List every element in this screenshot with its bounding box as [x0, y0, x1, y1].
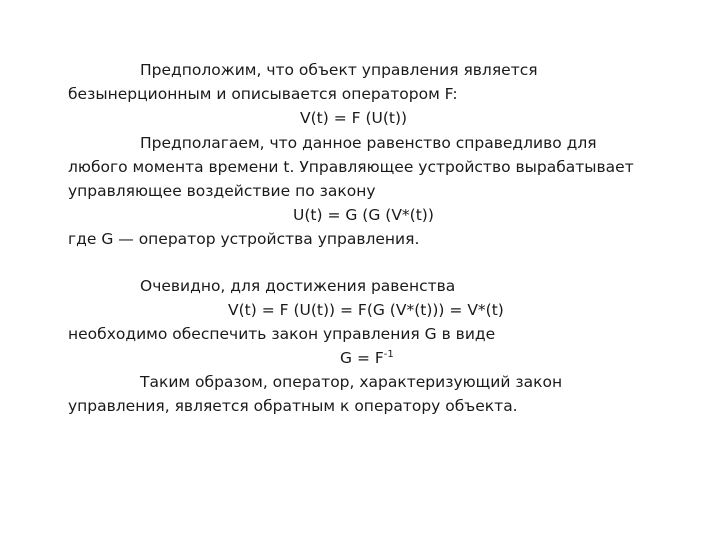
- paragraph-3-line-1: Очевидно, для достижения равенства: [140, 276, 456, 295]
- paragraph-2-line-2: любого момента времени t. Управляющее устройство вырабатывает: [68, 157, 634, 176]
- paragraph-2-line-1: Предполагаем, что данное равенство справедливо для: [140, 133, 597, 152]
- equation-v-equals-f-u: V(t) = F (U(t)): [300, 109, 408, 128]
- paragraph-2-line-4: где G — оператор устройства управления.: [68, 230, 420, 249]
- equation-chain: V(t) = F (U(t)) = F(G (V*(t))) = V*(t): [228, 300, 504, 319]
- paragraph-1-line-2: безынерционным и описывается оператором F:: [68, 85, 458, 104]
- text-block: [68, 58, 668, 419]
- equation-g-inverse: [68, 346, 668, 370]
- paragraph-3-line-2: необходимо обеспечить закон управления G в виде: [68, 324, 496, 343]
- paragraph-4-line-2: управления, является обратным к оператору объекта.: [68, 397, 518, 416]
- paragraph-spacer: [68, 252, 668, 274]
- paragraph-4-line-1: Таким образом, оператор, характеризующий закон: [140, 373, 563, 392]
- paragraph-2-line-3: управляющее воздействие по закону: [68, 181, 376, 200]
- equation-g-inverse-base: G = F: [340, 349, 384, 368]
- equation-u-equals-g: U(t) = G (G (V*(t)): [293, 206, 434, 225]
- paragraph-1-line-1: Предположим, что объект управления является: [140, 61, 538, 79]
- equation-g-inverse-exponent: -1: [383, 349, 394, 361]
